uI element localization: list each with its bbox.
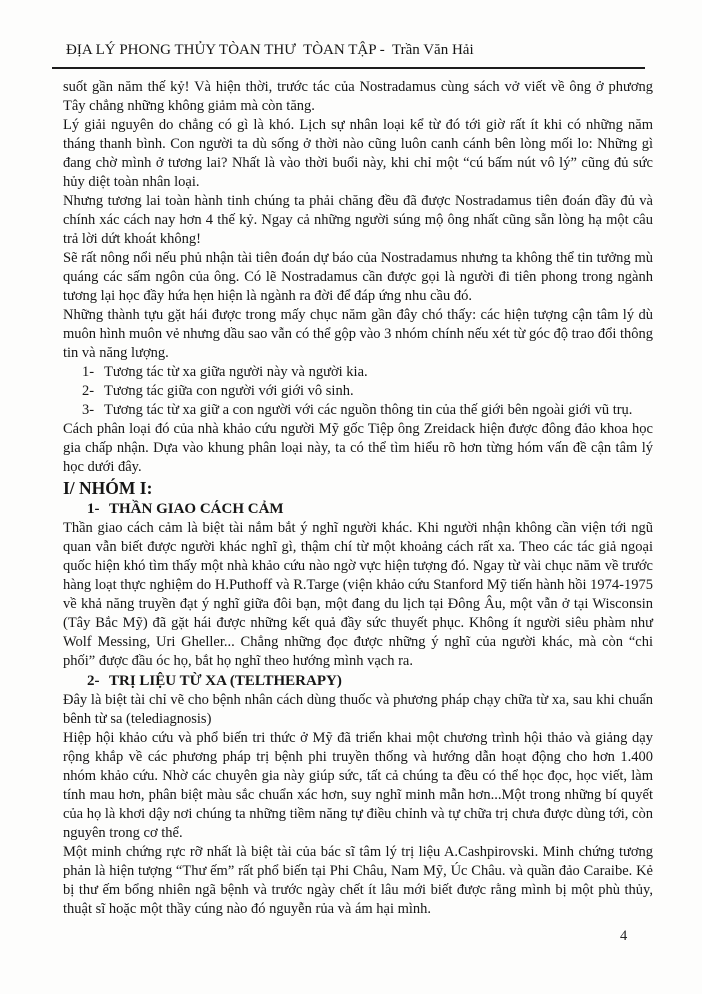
list-item-text: Tương tác từ xa giữ a con người với các nguồn thông tin của thế giới bên ngoài giới vũ trụ.	[104, 402, 633, 418]
numbered-list	[63, 363, 653, 420]
header-divider	[52, 67, 645, 69]
subsection-heading-teltherapy	[63, 671, 653, 691]
list-item-number: 1-	[82, 364, 95, 380]
subsection-number: 2-	[87, 673, 100, 689]
subsection-heading-telepathy	[63, 499, 653, 519]
paragraph-3: Nhưng tương lai toàn hành tinh chúng ta phải chăng đều đã được Nostradamus tiên đoán đầy đủ và chính xác cách nay hơn 4 thế kỷ. Ngay cả những người súng mộ ông nhất cũng sẵn lòng hạ một câu trả lời dứt khoát không!	[63, 193, 653, 247]
paragraph-7: Thần giao cách cảm là biệt tài nắm bắt ý nghĩ người khác. Khi người nhận không cần viện tới ngũ quan vẫn biết được người khác nghĩ gì, thậm chí từ một khoảng cách rất xa. Theo các tác giả ngoại quốc hiện khó tìm thấy một nhà khảo cứu nào ngờ vực hiện tượng đó. Ngay từ vài chục năm về trước hàng loạt thực nghiệm do H.Puthoff và R.Targe (viện khảo cứu Stanford Mỹ tiến hành hồi 1974-1975 về khả năng truyền đạt ý nghĩ giữa đôi bạn, một đang du lịch tại Đông Âu, một vẫn ở tại Wisconsin (Tây Bắc Mỹ) đã gặt hái được những kết quả đầy sức thuyết phục. Không ít người siêu phàm như Wolf Messing, Uri Gheller... Chẳng những đọc được những ý nghĩ của người khác, mà còn “chi phối” được đầu óc họ, bắt họ nghĩ theo hướng mình vạch ra.	[63, 520, 653, 669]
list-item	[63, 382, 653, 401]
subsection-label: TRỊ LIỆU TỪ XA (TELTHERAPY)	[109, 673, 342, 689]
paragraph-5: Những thành tựu gặt hái được trong mấy chục năm gần đây chó thấy: các hiện tượng cận tâm lý dù muôn hình muôn vẻ nhưng dầu sao vẫn có thể gộp vào 3 nhóm chính nếu xét từ góc độ trao đổi thông tin và năng lượng.	[63, 307, 653, 361]
list-item-text: Tương tác từ xa giữa người này và người kia.	[104, 364, 368, 380]
list-item-number: 2-	[82, 383, 95, 399]
paragraph-10: Một minh chứng rực rỡ nhất là biệt tài của bác sĩ tâm lý trị liệu A.Cashpirovski. Minh chứng tương phản là hiện tượng “Thư ếm” rất phổ biến tại Phi Châu, Nam Mỹ, Úc Châu. và quần đảo Caraibe. Kẻ bị thư ếm bổng nhiên ngã bệnh và trước ngày chết ít lâu mới biết được rằng mình bị một phù thủy, thuật sĩ hoặc một thầy cúng nào đó nguyễn rủa và ám hại mình.	[63, 844, 653, 917]
document-body	[63, 78, 653, 919]
paragraph-4: Sẽ rất nông nổi nếu phủ nhận tài tiên đoán dự báo của Nostradamus nhưng ta không thể tin tưởng mù quáng các sấm ngôn của ông. Có lẽ Nostradamus cần được gọi là người đi tiên phong trong ngành tương lại học đầy hứa hẹn hiện là ngành ra đời để đáp ứng nhu cầu đó.	[63, 250, 653, 304]
page-number: 4	[620, 928, 628, 944]
paragraph-2: Lý giải nguyên do chẳng có gì là khó. Lịch sự nhân loại kể từ đó tới giờ rất ít khi có những năm tháng thanh bình. Con người ta dù sống ở thời nào cũng luôn canh cánh bên lòng mối lo: Những gì đang chờ mình ở tương lai? Nhất là vào thời buổi này, khi chỉ một “cú bấm nút vô lý” cũng đủ sức hủy diệt toàn nhân loại.	[63, 117, 653, 190]
list-item	[63, 401, 653, 420]
paragraph-9: Hiệp hội khảo cứu và phổ biến tri thức ở Mỹ đã triển khai một chương trình hội thảo và giảng dạy rộng khắp về các phương pháp trị bệnh phi truyền thống và hướng dẫn hoạt động cho hơn 1.400 nhóm khảo cứu. Nhờ các chuyên gia này giúp sức, tất cả chúng ta đều có thể học đọc, học viết, làm tính mau hơn, phân biệt màu sắc chuẩn xác hơn, suy nghĩ minh mẫn hơn...Một trong những bí quyết của họ là khơi dậy nơi chúng ta những tiềm năng tự điều chỉnh và tự chữa trị chưa được dùng tới, còn nguyên trong cơ thể.	[63, 730, 653, 841]
section-heading-group-1: I/ NHÓM I:	[63, 478, 153, 498]
list-item-number: 3-	[82, 402, 95, 418]
paragraph-8: Đây là biệt tài chỉ vẽ cho bệnh nhân cách dùng thuốc và phương pháp chạy chữa từ xa, sau khi chuẩn bênh từ sa (telediagnosis)	[63, 692, 653, 727]
list-item	[63, 363, 653, 382]
document-header-title: ĐỊA LÝ PHONG THỦY TÒAN THƯ TÒAN TẬP - Trần Văn Hải	[66, 42, 474, 58]
list-item-text: Tương tác giữa con người với giới vô sinh.	[104, 383, 354, 399]
paragraph-6: Cách phân loại đó của nhà khảo cứu người Mỹ gốc Tiệp ông Zreidack hiện được đông đảo khoa học gia chấp nhận. Dựa vào khung phân loại này, ta có thể tìm hiểu rõ hơn từng hóm vấn đề cận tâm lý học dưới đây.	[63, 421, 653, 475]
subsection-label: THẦN GIAO CÁCH CẢM	[109, 501, 284, 517]
paragraph-1: suốt gần năm thế kỷ! Và hiện thời, trước tác của Nostradamus cùng sách vở viết về ông ở phương Tây chẳng những không giảm mà còn tăng.	[63, 79, 653, 114]
subsection-number: 1-	[87, 501, 100, 517]
